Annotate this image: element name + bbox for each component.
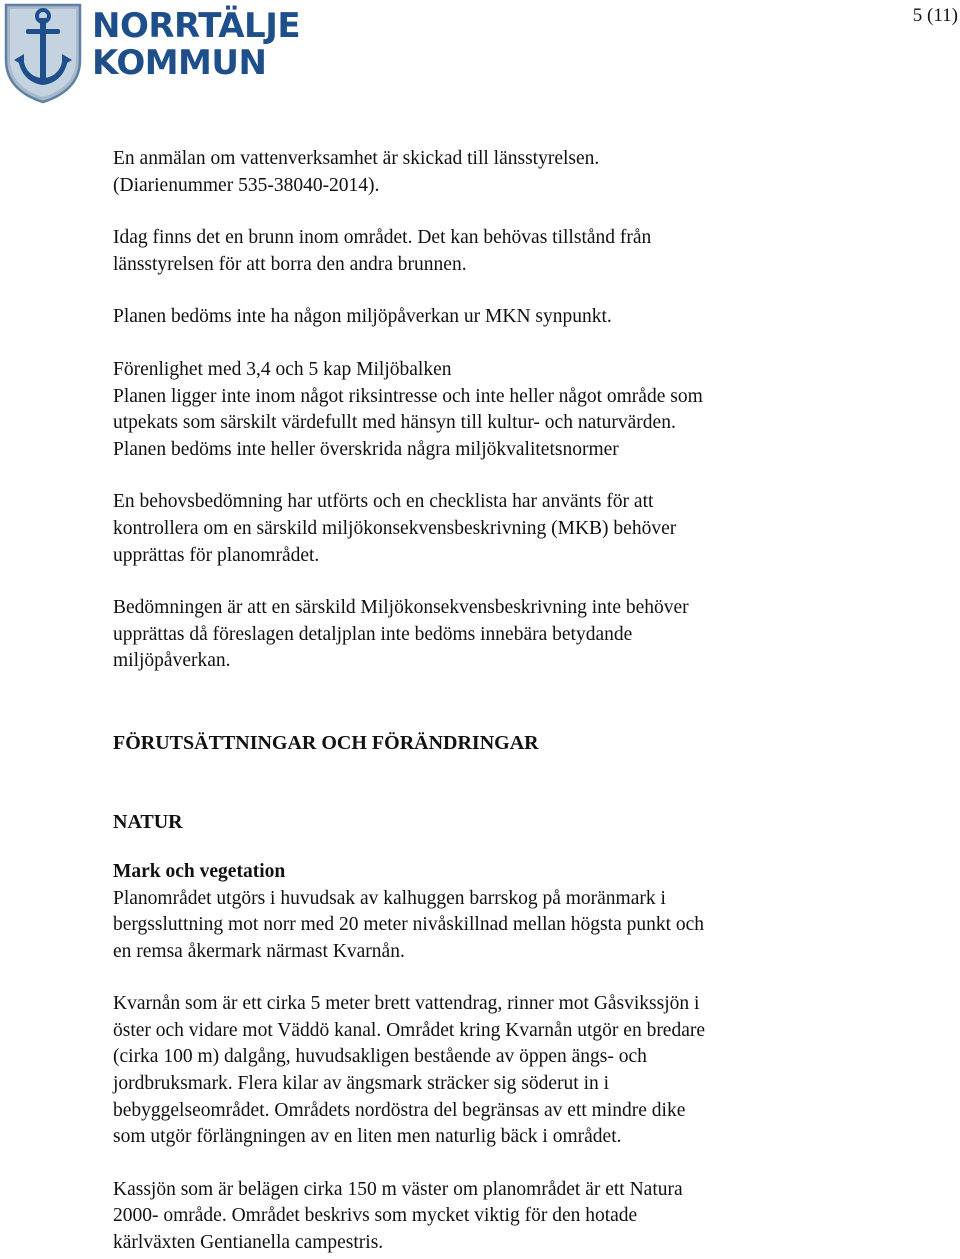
anchor-crest-icon [2, 2, 84, 104]
logo-text-line1: NORRTÄLJE [92, 6, 301, 46]
text-line: jordbruksmark. Flera kilar av ängsmark sträcker sig söderut in i [113, 1073, 610, 1095]
text-line: öster och vidare mot Väddö kanal. Området kring Kvarnån utgör en bredare [113, 1019, 706, 1041]
text-line: Planområdet utgörs i huvudsak av kalhuggen barrskog på moränmark i [113, 887, 666, 909]
text-line: Kvarnån som är ett cirka 5 meter brett vattendrag, rinner mot Gåsvikssjön i [113, 993, 700, 1015]
municipality-logo [0, 0, 301, 110]
text-line: En behovsbedömning har utförts och en checklista har använts för att [113, 491, 654, 513]
paragraph-kassjon [113, 1177, 913, 1257]
text-line: Planen bedöms inte heller överskrida några miljökvalitetsnormer [113, 438, 619, 460]
text-line: Bedömningen är att en särskild Miljökonsekvensbeskrivning inte behöver [113, 597, 689, 619]
text-line: kontrollera om en särskild miljökonsekvensbeskrivning (MKB) behöver [113, 517, 677, 539]
paragraph-bedomning [113, 595, 913, 675]
text-line: upprättas för planområdet. [113, 544, 320, 566]
paragraph-behovsbedomning [113, 489, 913, 569]
text-line: upprättas då föreslagen detaljplan inte bedöms innebära betydande [113, 623, 633, 645]
paragraph-water-notification [113, 146, 913, 199]
section-mark-och-vegetation [113, 859, 913, 965]
text-line: (Diarienummer 535-38040-2014). [113, 174, 380, 196]
paragraph-kvarnan [113, 991, 913, 1151]
text-line: som utgör förlängningen av en liten men naturlig bäck i området. [113, 1126, 622, 1148]
text-line: miljöpåverkan. [113, 650, 231, 672]
paragraph-well [113, 225, 913, 278]
logo-text-line2: KOMMUN [92, 43, 267, 83]
text-line: bebyggelseområdet. Områdets nordöstra del begränsas av ett mindre dike [113, 1099, 686, 1121]
text-line: (cirka 100 m) dalgång, huvudsakligen bestående av öppen ängs- och [113, 1046, 647, 1068]
text-line: Planen bedöms inte ha någon miljöpåverkan ur MKN synpunkt. [113, 306, 612, 328]
heading-natur: NATUR [113, 810, 183, 833]
paragraph-miljobalken [113, 357, 913, 463]
heading-mark-och-vegetation: Mark och vegetation [113, 860, 286, 882]
paragraph-mkn [113, 304, 913, 331]
heading-forutsattningar: FÖRUTSÄTTNINGAR OCH FÖRÄNDRINGAR [113, 731, 539, 754]
text-line: utpekats som särskilt värdefullt med hänsyn till kultur- och naturvärden. [113, 412, 676, 434]
text-line: Förenlighet med 3,4 och 5 kap Miljöbalken [113, 358, 452, 380]
text-line: en remsa åkermark närmast Kvarnån. [113, 940, 405, 962]
text-line: Kassjön som är belägen cirka 150 m väster om planområdet är ett Natura [113, 1178, 683, 1200]
document-body [113, 146, 913, 1257]
text-line: länsstyrelsen för att borra den andra brunnen. [113, 253, 467, 275]
text-line: Idag finns det en brunn inom området. Det kan behövas tillstånd från [113, 227, 652, 249]
text-line: kärlväxten Gentianella campestris. [113, 1232, 384, 1254]
text-line: En anmälan om vattenverksamhet är skickad till länsstyrelsen. [113, 148, 600, 169]
text-line: bergssluttning mot norr med 20 meter nivåskillnad mellan högsta punkt och [113, 914, 705, 936]
text-line: Planen ligger inte inom något riksintresse och inte heller något område som [113, 385, 703, 407]
text-line: 2000- område. Området beskrivs som mycket viktig för den hotade [113, 1205, 638, 1227]
page-number: 5 (11) [912, 5, 958, 26]
